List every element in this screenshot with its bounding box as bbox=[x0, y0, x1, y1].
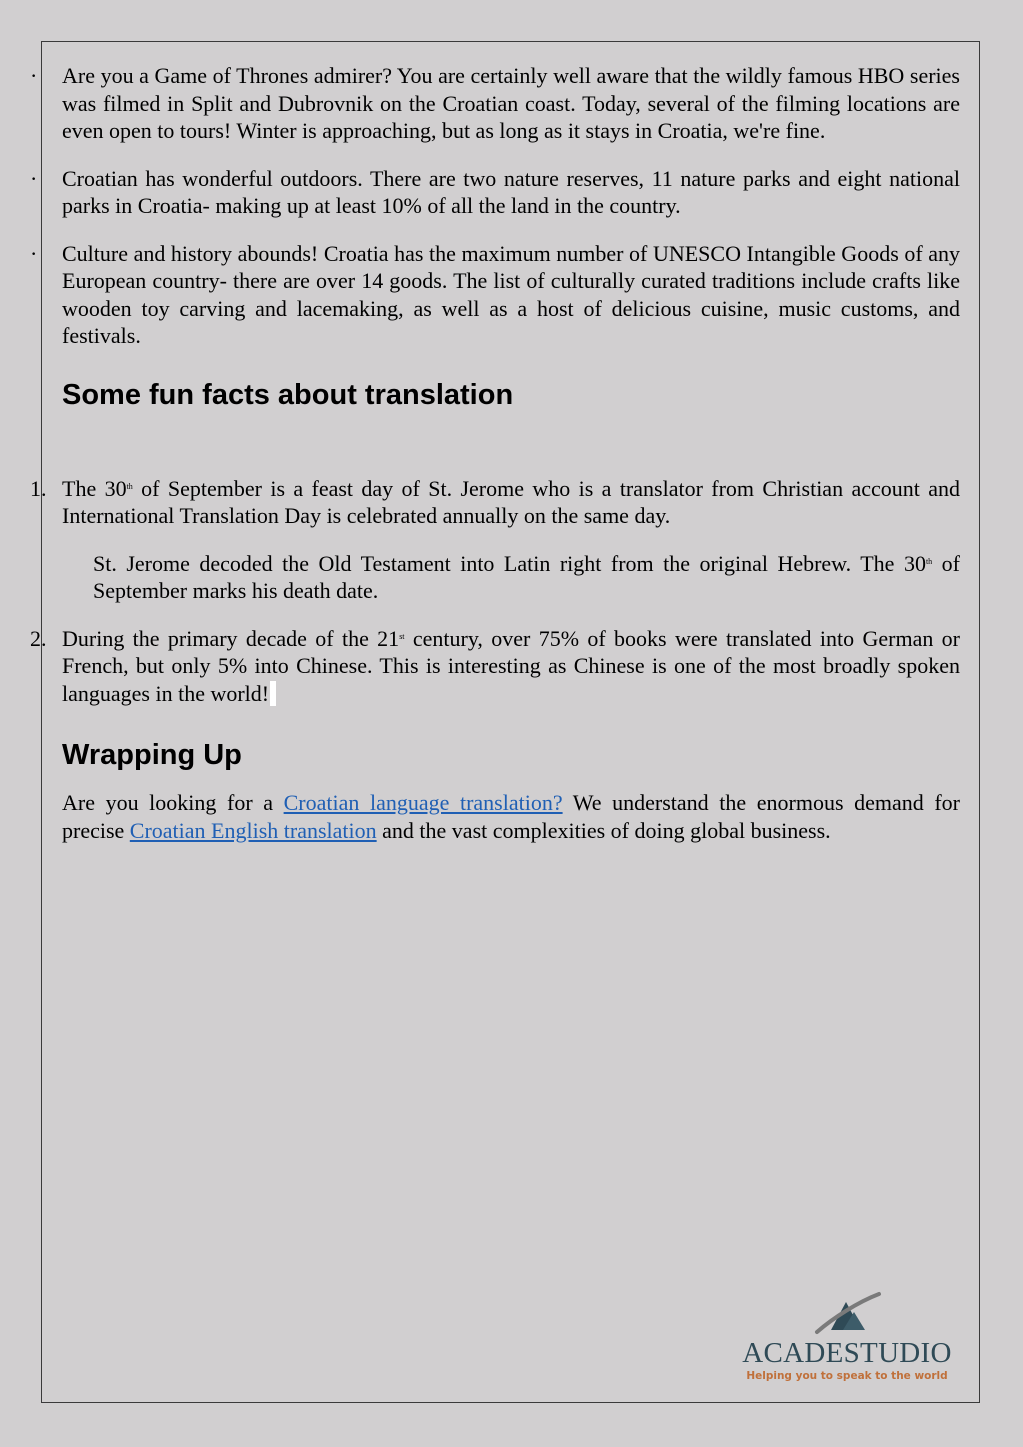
logo-tagline: Helping you to speak to the world bbox=[746, 1370, 948, 1382]
bullet-text: Culture and history abounds! Croatia has the maximum number of UNESCO Intangible Goods of any European country- there are over 14 goods. The list of culturally curated traditions include crafts like wooden toy carving and lacemaking, as well as a host of delicious cuisine, music customs, and festivals. bbox=[62, 240, 960, 348]
numbered-item-text: The 30th of September is a feast day of St. Jerome who is a translator from Christian account and International Translation Day is celebrated annually on the same day. bbox=[62, 475, 960, 528]
logo-wordmark: ACADESTUDIO bbox=[742, 1337, 952, 1369]
bullet-text: Croatian has wonderful outdoors. There are two nature reserves, 11 nature parks and eight national parks in Croatia- making up at least 10% of all the land in the country. bbox=[62, 165, 960, 218]
bullet-marker: · bbox=[30, 240, 38, 266]
list-number: 2. bbox=[30, 625, 47, 651]
numbered-item-2 bbox=[30, 625, 960, 708]
wrap-up-paragraph: Are you looking for a Croatian language translation? We understand the enormous demand for precise Croatian English translation and the vast complexities of doing global business. bbox=[62, 790, 960, 843]
bullet-item-culture bbox=[30, 240, 960, 350]
logo-mountain-icon bbox=[813, 1288, 883, 1340]
bullet-marker: · bbox=[30, 63, 38, 88]
bullet-item-outdoors bbox=[30, 165, 960, 220]
list-number: 1. bbox=[30, 475, 47, 501]
bullet-marker: · bbox=[30, 165, 38, 191]
st-jerome-note: St. Jerome decoded the Old Testament into Latin right from the original Hebrew. The 30th of September marks his death date. bbox=[93, 550, 961, 603]
bullet-text: Are you a Game of Thrones admirer? You are certainly well aware that the wildly famous HBO series was filmed in Split and Dubrovnik on the Croatian coast. Today, several of the filming locations are even open to tours! Winter is approaching, but as long as it stays in Croatia, we're fine. bbox=[62, 63, 960, 143]
croatian-language-translation-link[interactable]: Croatian language translation? bbox=[283, 790, 563, 815]
acadestudio-logo bbox=[733, 1288, 961, 1384]
bullet-item-game-of-thrones bbox=[30, 62, 960, 145]
croatian-english-translation-link[interactable]: Croatian English translation bbox=[129, 817, 377, 843]
numbered-item-1 bbox=[30, 475, 960, 530]
document-body bbox=[30, 62, 961, 844]
text-cursor-highlight bbox=[270, 681, 276, 706]
section-heading-wrapping-up: Wrapping Up bbox=[62, 739, 242, 771]
numbered-item-text: During the primary decade of the 21st century, over 75% of books were translated into German or French, but only 5% into Chinese. This is interesting as Chinese is one of the most broadly spoken languages in the world! bbox=[62, 625, 960, 706]
section-heading-fun-facts: Some fun facts about translation bbox=[62, 378, 514, 411]
